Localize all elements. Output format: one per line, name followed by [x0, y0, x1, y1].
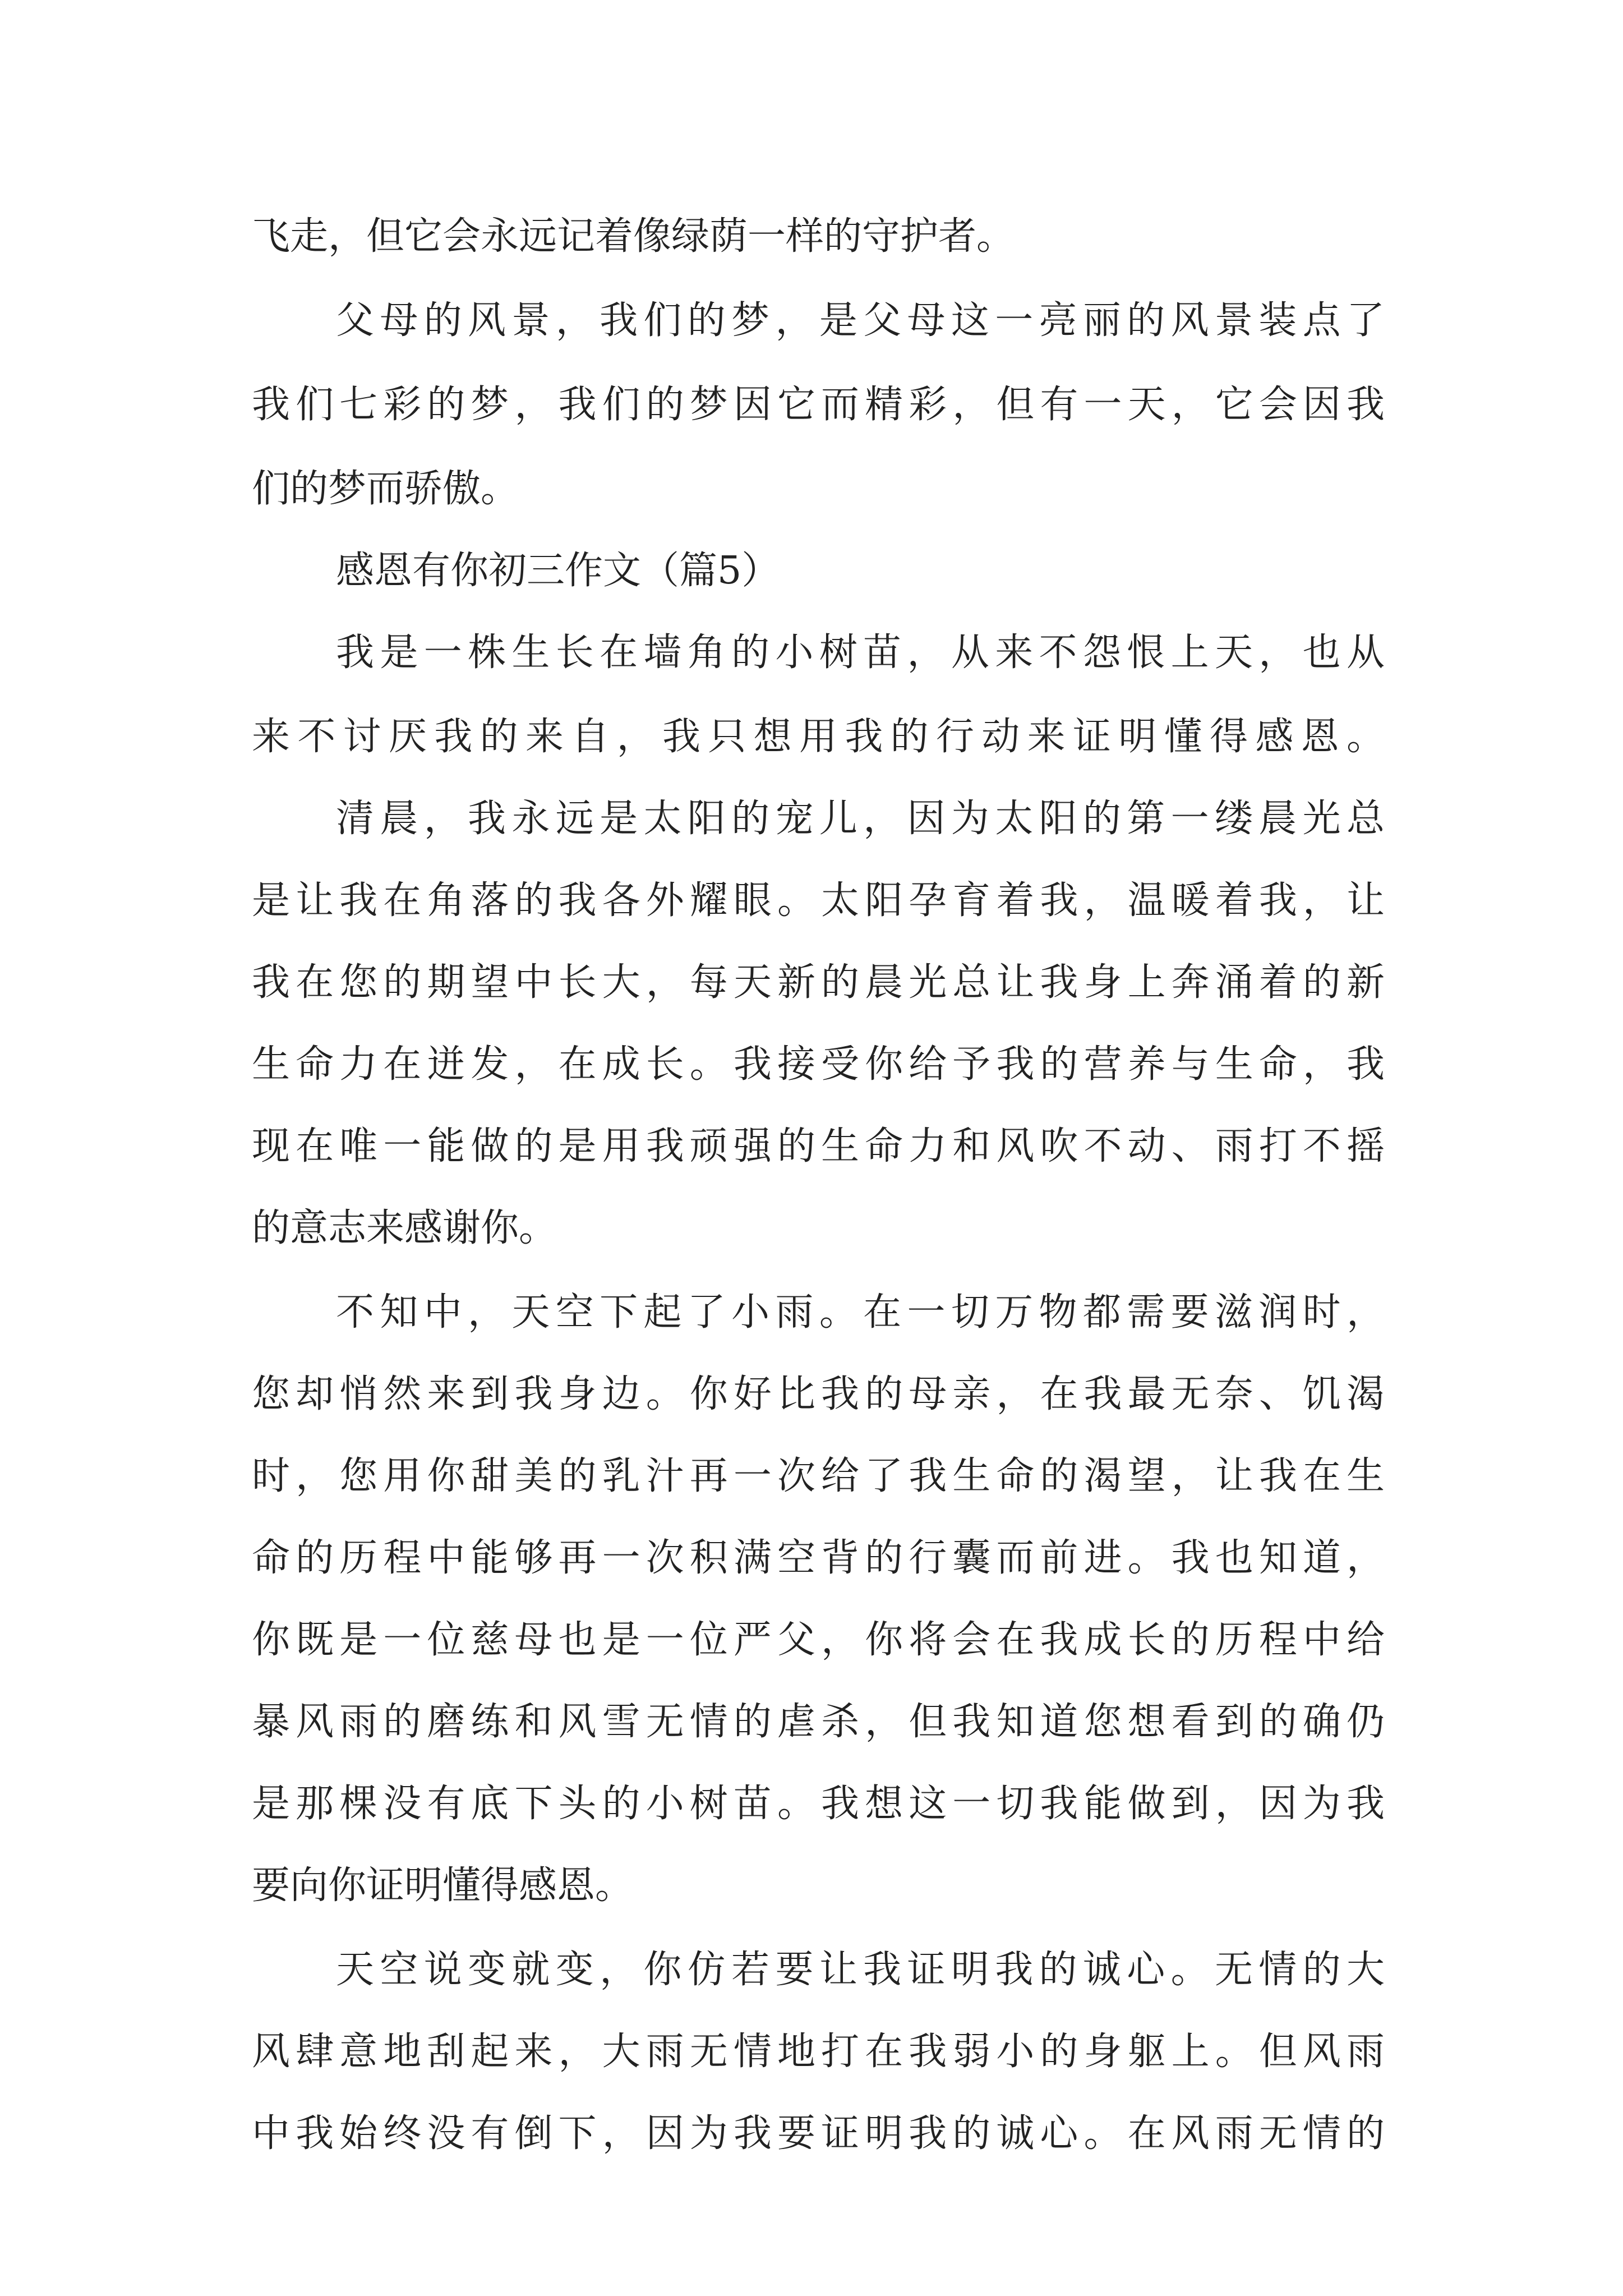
text-line: 您却悄然来到我身边。你好比我的母亲，在我最无奈、饥渴 — [252, 1372, 1385, 1416]
paragraph-first-line: 清晨，我永远是太阳的宠儿，因为太阳的第一缕晨光总 — [336, 797, 1385, 841]
text-line: 飞走，但它会永远记着像绿荫一样的守护者。 — [252, 214, 1015, 259]
text-line: 生命力在迸发，在成长。我接受你给予我的营养与生命，我 — [252, 1042, 1385, 1087]
text-line: 命的历程中能够再一次积满空背的行囊而前进。我也知道， — [252, 1536, 1385, 1580]
text-line: 是那棵没有底下头的小树苗。我想这一切我能做到，因为我 — [252, 1782, 1385, 1826]
paragraph-first-line: 不知中，天空下起了小雨。在一切万物都需要滋润时， — [336, 1290, 1385, 1335]
text-line: 风肆意地刮起来，大雨无情地打在我弱小的身躯上。但风雨 — [252, 2030, 1385, 2074]
paragraph-first-line: 父母的风景，我们的梦，是父母这一亮丽的风景装点了 — [336, 298, 1385, 343]
text-line: 的意志来感谢你。 — [252, 1206, 557, 1250]
text-line: 们的梦而骄傲。 — [252, 467, 519, 511]
text-line: 来不讨厌我的来自，我只想用我的行动来证明懂得感恩。 — [252, 715, 1385, 759]
text-line: 我在您的期望中长大，每天新的晨光总让我身上奔涌着的新 — [252, 960, 1385, 1005]
text-line: 我们七彩的梦，我们的梦因它而精彩，但有一天，它会因我 — [252, 383, 1385, 427]
text-line: 现在唯一能做的是用我顽强的生命力和风吹不动、雨打不摇 — [252, 1124, 1385, 1168]
text-line: 要向你证明懂得感恩。 — [252, 1864, 634, 1908]
paragraph-first-line: 天空说变就变，你仿若要让我证明我的诚心。无情的大 — [336, 1948, 1385, 1992]
text-line: 暴风雨的磨练和风雪无情的虐杀，但我知道您想看到的确仍 — [252, 1700, 1385, 1744]
text-line: 中我始终没有倒下，因为我要证明我的诚心。在风雨无情的 — [252, 2111, 1385, 2156]
section-heading: 感恩有你初三作文（篇5） — [336, 549, 780, 593]
text-line: 是让我在角落的我各外耀眼。太阳孕育着我，温暖着我，让 — [252, 878, 1385, 923]
text-line: 时，您用你甜美的乳汁再一次给了我生命的渴望，让我在生 — [252, 1454, 1385, 1498]
paragraph-first-line: 我是一株生长在墙角的小树苗，从来不怨恨上天，也从 — [336, 631, 1385, 675]
text-line: 你既是一位慈母也是一位严父，你将会在我成长的历程中给 — [252, 1618, 1385, 1662]
